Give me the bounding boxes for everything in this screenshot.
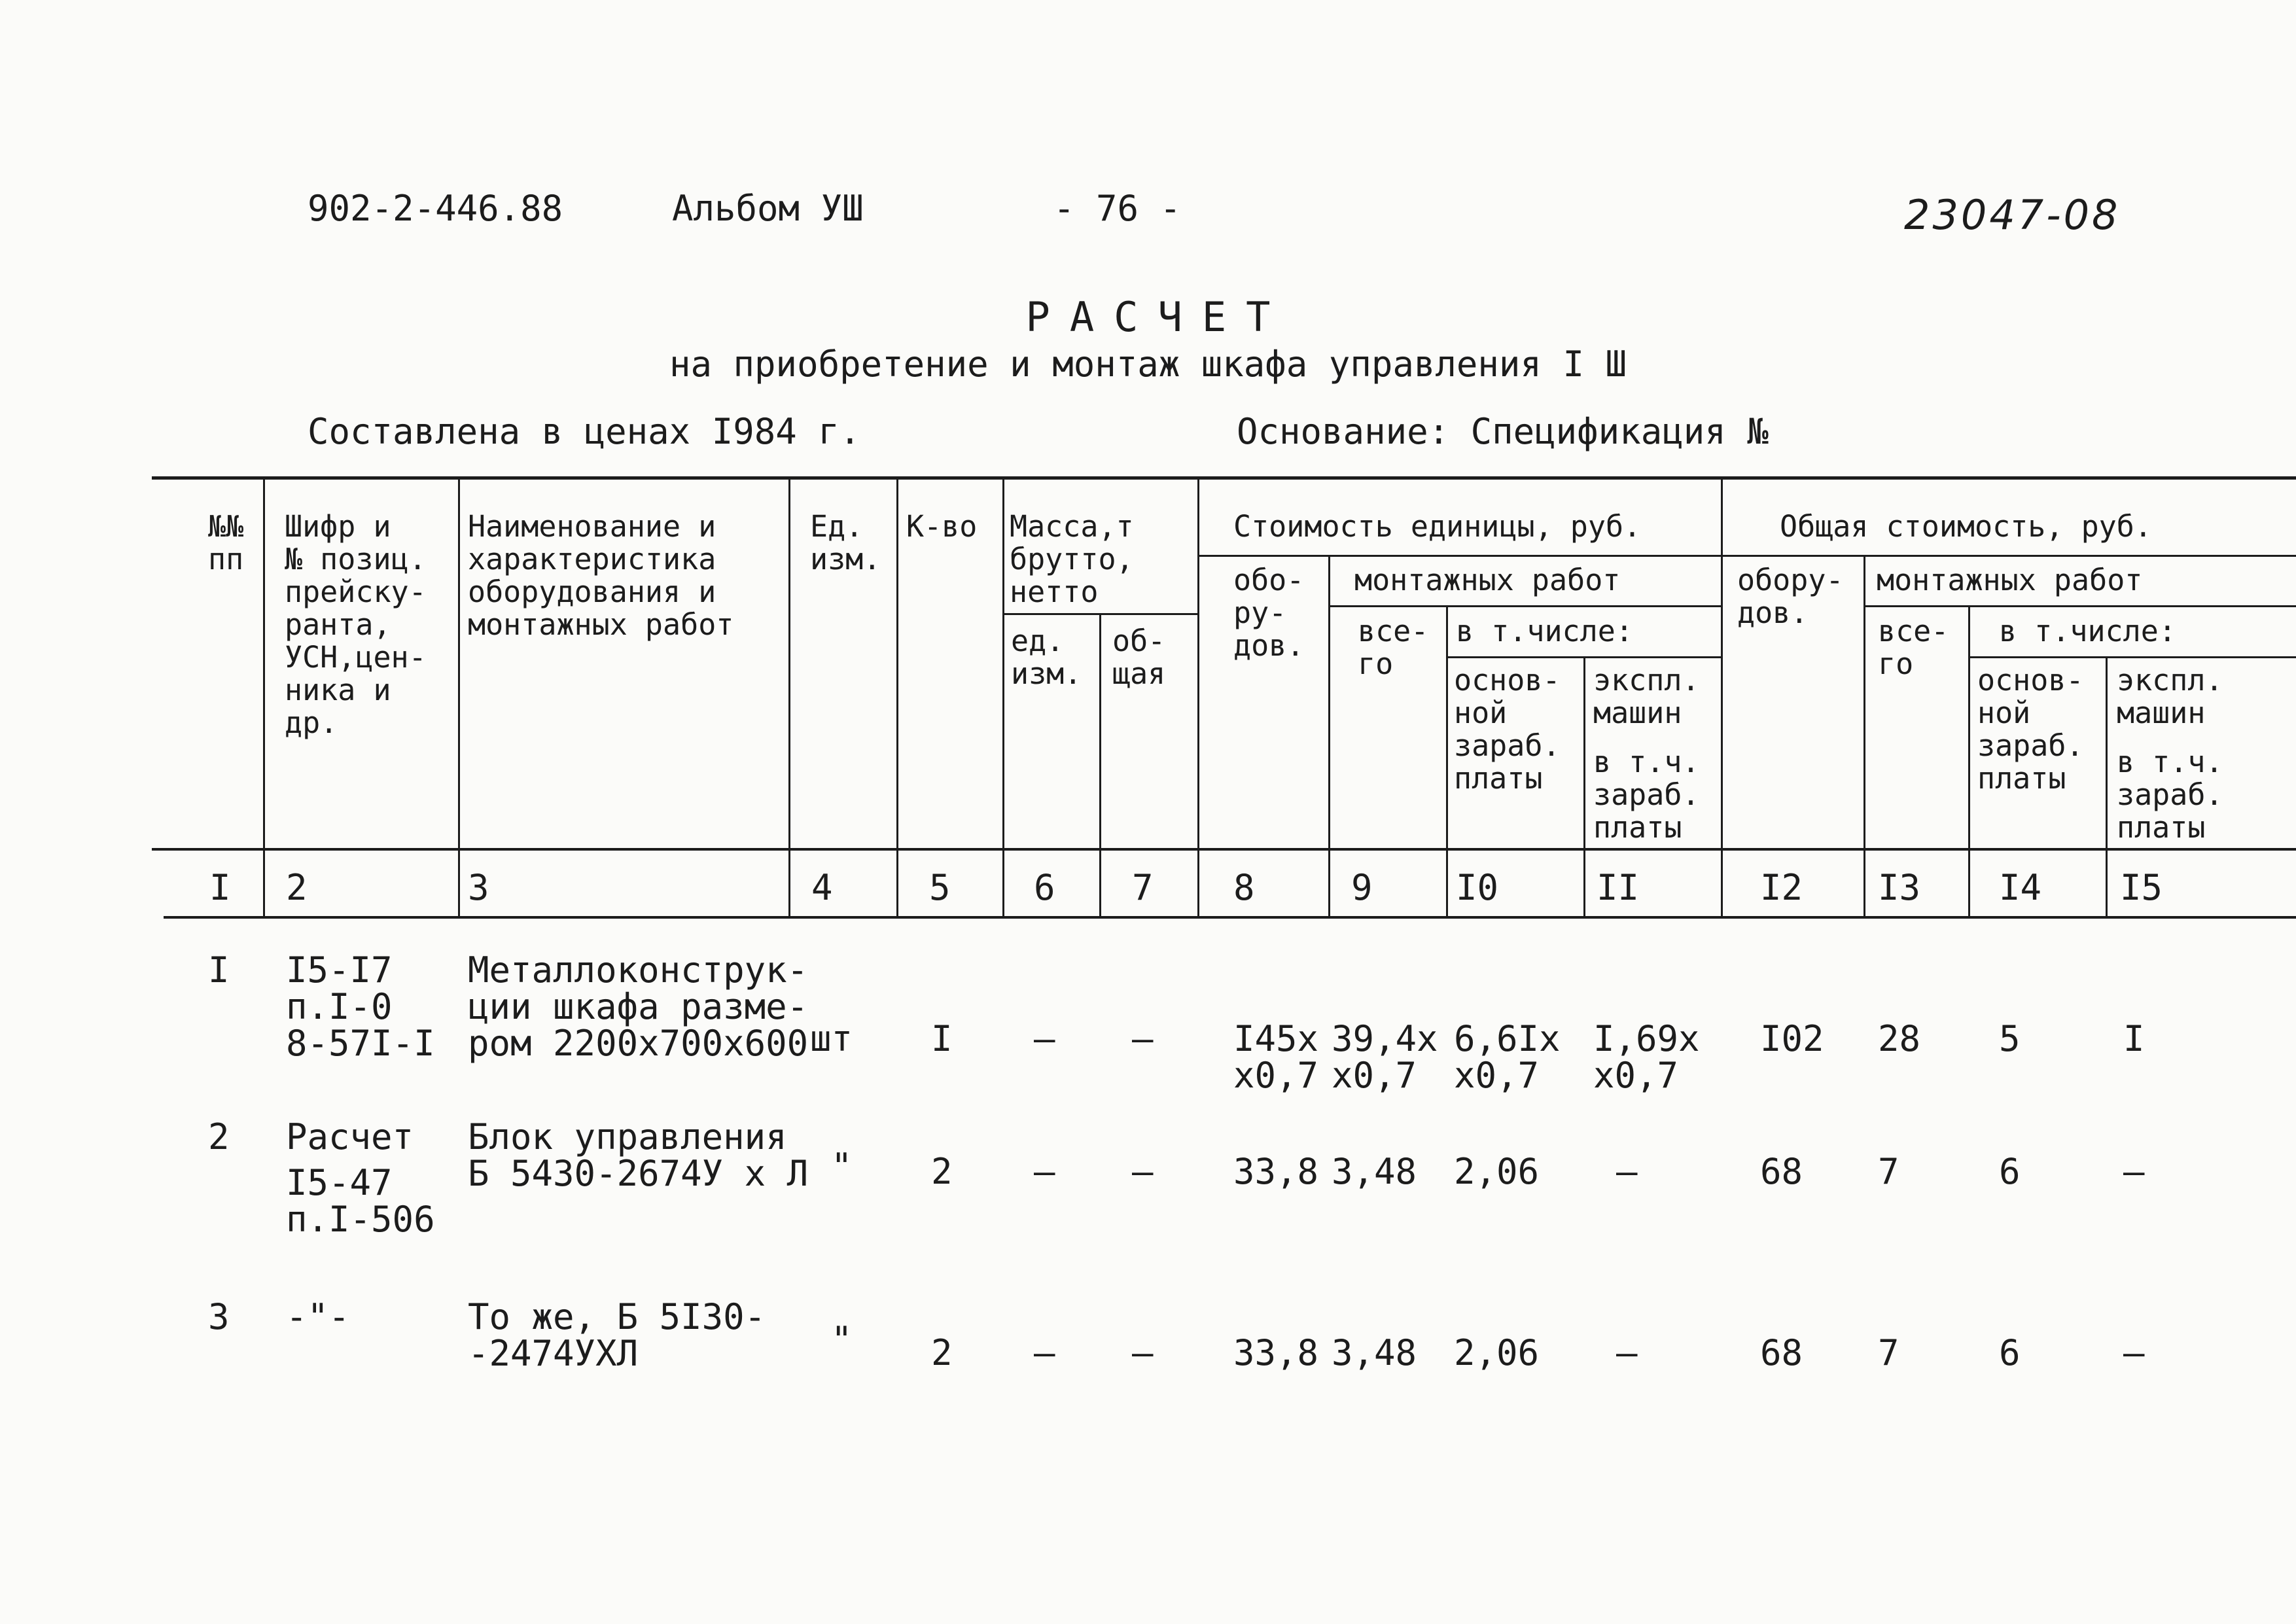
column-number: 6	[1034, 867, 1055, 908]
handwritten-number: 23047-08	[1904, 191, 2121, 239]
column-number: 3	[468, 867, 489, 908]
album-label: Альбом УШ	[672, 188, 864, 229]
column-number: 7	[1132, 867, 1154, 908]
header-rule-install-total	[1863, 605, 2296, 607]
header-total-total: все- го	[1878, 614, 1949, 681]
col-divider	[1099, 613, 1101, 918]
header-rule-costs	[1197, 555, 2296, 557]
column-number: I4	[1999, 867, 2042, 908]
row-equipment-sum: I02	[1760, 1018, 1824, 1059]
col-divider	[1863, 555, 1865, 918]
row-basic-wage-sum: 6	[1999, 1151, 2021, 1192]
row-machines-unit: –	[1616, 1151, 1638, 1192]
row-total-unit: 3,48	[1332, 1332, 1417, 1373]
row-machines-unit: I,69х х0,7	[1593, 1018, 1700, 1096]
header-incl-total: в т.числе:	[1999, 614, 2176, 648]
row-mass-total: –	[1132, 1018, 1154, 1059]
col-divider	[1446, 605, 1448, 918]
row-total-unit: 39,4х х0,7	[1332, 1018, 1438, 1096]
row-basic-wage-sum: 5	[1999, 1018, 2021, 1059]
row-name: То же, Б 5I30- -2474УХЛ	[468, 1296, 766, 1374]
col-divider	[1197, 480, 1199, 918]
row-quantity: 2	[931, 1332, 953, 1373]
page-number: - 76 -	[1053, 188, 1182, 229]
row-equipment-unit: 33,8	[1233, 1332, 1319, 1373]
row-basic-wage-unit: 2,06	[1454, 1151, 1540, 1192]
row-total-sum: 7	[1878, 1332, 1899, 1373]
row-basic-wage-unit: 6,6Iх х0,7	[1454, 1018, 1561, 1096]
row-mass-unit: –	[1034, 1151, 1055, 1192]
column-number: I	[209, 867, 231, 908]
row-quantity: 2	[931, 1151, 953, 1192]
row-basic-wage-sum: 6	[1999, 1332, 2021, 1373]
header-machines-unit: экспл. машин	[1593, 663, 1700, 730]
row-equipment-sum: 68	[1760, 1151, 1803, 1192]
col-divider	[263, 480, 265, 918]
row-name: Блок управления Б 5430-2674У х Л	[468, 1116, 809, 1194]
column-number: 2	[286, 867, 308, 908]
header-install-works-total: монтажных работ	[1877, 563, 2143, 597]
header-basic-wage-unit: основ- ной зараб. платы	[1454, 663, 1561, 796]
row-machines-sum: –	[2123, 1332, 2145, 1373]
header-install-works-unit: монтажных работ	[1354, 563, 1621, 597]
column-number: I0	[1456, 867, 1499, 908]
col-divider	[1968, 605, 1970, 918]
column-number: I3	[1878, 867, 1921, 908]
row-unit: "	[831, 1146, 853, 1187]
row-quantity: I	[931, 1018, 953, 1059]
header-rule-incl-total	[1968, 656, 2296, 658]
header-unit-cost: Стоимость единицы, руб.	[1233, 509, 1642, 544]
document-code: 902-2-446.88	[308, 188, 563, 229]
row-code-ref: I5-47 п.I-506	[286, 1162, 435, 1240]
header-bottom-rule	[152, 848, 2296, 851]
row-machines-sum: –	[2123, 1151, 2145, 1192]
row-unit: шт	[810, 1018, 853, 1059]
header-name: Наименование и характеристика оборудования и монтажных работ	[468, 509, 734, 642]
header-unit: Ед. изм.	[810, 509, 881, 576]
prices-note: Составлена в ценах I984 г.	[308, 411, 861, 452]
header-machines-wage-total: в т.ч. зараб. платы	[2117, 745, 2223, 845]
header-code: Шифр и № позиц. прейску- ранта, УСН,цен- ника и др.	[285, 509, 427, 740]
numbering-bottom-rule	[164, 916, 2296, 919]
col-divider	[1328, 555, 1330, 918]
row-basic-wage-unit: 2,06	[1454, 1332, 1540, 1373]
row-name: Металлоконструк- ции шкафа разме- ром 2200х700х600	[468, 949, 809, 1064]
header-mass: Масса,т брутто, нетто	[1010, 509, 1134, 609]
col-divider	[896, 480, 898, 918]
header-total-unit: все- го	[1358, 614, 1429, 681]
row-code: -"-	[286, 1296, 350, 1337]
row-number: I	[208, 949, 230, 991]
column-number: I5	[2120, 867, 2163, 908]
row-number: 2	[208, 1116, 230, 1157]
column-number: II	[1597, 867, 1640, 908]
column-number: 4	[811, 867, 833, 908]
row-mass-total: –	[1132, 1332, 1154, 1373]
col-divider	[788, 480, 790, 918]
row-total-sum: 28	[1878, 1018, 1921, 1059]
column-number: 9	[1351, 867, 1373, 908]
row-mass-unit: –	[1034, 1332, 1055, 1373]
row-total-sum: 7	[1878, 1151, 1899, 1192]
header-basic-wage-total: основ- ной зараб. платы	[1977, 663, 2084, 796]
row-code: I5-I7 п.I-0 8-57I-I	[286, 949, 435, 1064]
basis-note: Основание: Спецификация №	[1237, 411, 1769, 452]
header-mass-total: об- щая	[1112, 624, 1166, 691]
row-equipment-unit: 33,8	[1233, 1151, 1319, 1192]
document-title: РАСЧЕТ	[1025, 293, 1290, 341]
header-machines-wage-unit: в т.ч. зараб. платы	[1593, 745, 1700, 845]
header-incl-unit: в т.числе:	[1456, 614, 1633, 648]
col-divider	[458, 480, 460, 918]
table-top-border	[152, 476, 2296, 480]
col-divider	[2106, 656, 2108, 918]
header-row-number: №№ пп	[208, 509, 244, 576]
row-unit: "	[831, 1319, 853, 1360]
row-mass-total: –	[1132, 1151, 1154, 1192]
column-number: 5	[929, 867, 951, 908]
document-subtitle: на приобретение и монтаж шкафа управления I Ш	[669, 344, 1627, 385]
row-code: Расчет	[286, 1116, 414, 1157]
row-equipment-sum: 68	[1760, 1332, 1803, 1373]
header-mass-unit: ед. изм.	[1011, 624, 1082, 691]
header-total-cost: Общая стоимость, руб.	[1780, 509, 2152, 544]
header-rule-install-unit	[1328, 605, 1721, 607]
col-divider	[1721, 480, 1723, 918]
row-mass-unit: –	[1034, 1018, 1055, 1059]
column-number: I2	[1760, 867, 1803, 908]
col-divider	[1583, 656, 1585, 918]
row-machines-unit: –	[1616, 1332, 1638, 1373]
column-number: 8	[1233, 867, 1255, 908]
row-equipment-unit: I45х х0,7	[1233, 1018, 1319, 1096]
header-machines-total: экспл. машин	[2117, 663, 2223, 730]
header-equipment-total: обору- дов.	[1737, 563, 1844, 630]
header-quantity: К-во	[906, 509, 978, 544]
row-machines-sum: I	[2123, 1018, 2145, 1059]
row-number: 3	[208, 1296, 230, 1337]
header-equipment-unit: обо- ру- дов.	[1233, 563, 1305, 663]
row-total-unit: 3,48	[1332, 1151, 1417, 1192]
col-divider	[1002, 480, 1004, 918]
